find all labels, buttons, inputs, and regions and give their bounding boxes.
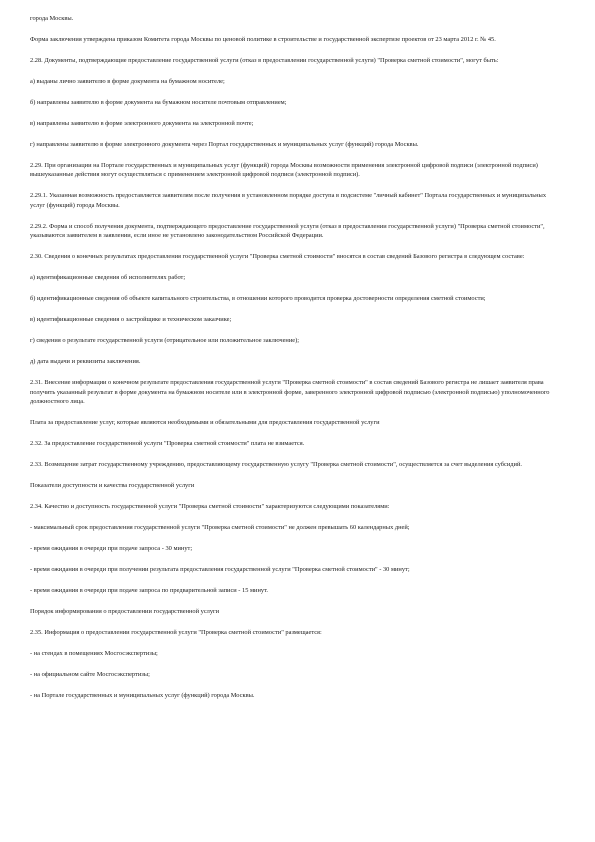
info-location-stands: - на стендах в помещениях Мосгосэкспертизы; [30, 650, 158, 658]
list-item-d: г) направлены заявителю в форме электронного документа через Портал государственных и муниципальных услуг (функций) города Москвы. [30, 141, 419, 148]
paragraph-2-31: 2.31. Внесение информации о конечном результате предоставления государственной услуги "Проверка сметной стоимости" в состав сведений Базового регистра не лишает заявителя права получить указанный результат в форме документа на бумажном носителе или в электронной форме, заверенного электронной цифровой подписью (электронной подписью) уполномоченного должностного лица. [30, 379, 550, 406]
paragraph-2-29: 2.29. При организации на Портале государственных и муниципальных услуг (функций) города Москвы возможности применения электронной цифровой подписи (электронной подписи) вышеуказанные действия могут осуществляться с применением электронной цифровой подписи (электронной подписи). [30, 162, 538, 179]
list-item-e-2: д) дата выдачи и реквизиты заключения. [30, 358, 141, 366]
list-item-a: а) выданы лично заявителю в форме документа на бумажном носителе; [30, 78, 225, 85]
list-item-c: в) направлены заявителю в форме электронного документа на электронной почте; [30, 120, 254, 127]
list-item-d-2: г) сведения о результате государственной услуги (отрицательное или положительное заключение); [30, 337, 299, 345]
paragraph-form-approved: Форма заключения утверждена приказом Комитета города Москвы по ценовой политике в строительстве и государственной экспертизе проектов от 23 марта 2012 г. № 45. [30, 36, 496, 43]
paragraph-city: города Москвы. [30, 15, 74, 22]
paragraph-2-35: 2.35. Информация о предоставлении государственной услуги "Проверка сметной стоимости" размещается: [30, 629, 322, 637]
paragraph-2-28: 2.28. Документы, подтверждающие предоставление государственной услуги (отказ в предоставлении государственной услуги) "Проверка сметной стоимости", могут быть: [30, 57, 499, 64]
paragraph-2-34: 2.34. Качество и доступность государственной услуги "Проверка сметной стоимости" характеризуются следующими показателями: [30, 503, 390, 511]
list-item-a-2: а) идентификационные сведения об исполнителях работ; [30, 274, 186, 282]
indicator-wait-submit: - время ожидания в очереди при подаче запроса - 30 минут; [30, 545, 193, 553]
paragraph-2-29-1: 2.29.1. Указанная возможность предоставляется заявителям после получения в установленном порядке доступа в подсистеме "личный кабинет" Портала государственных и муниципальных услуг (функций) города Москвы. [30, 192, 547, 209]
section-heading-quality: Показатели доступности и качества государственной услуги [30, 482, 195, 490]
indicator-max-term: - максимальный срок предоставления государственной услуги "Проверка сметной стоимости" не должен превышать 60 календарных дней; [30, 524, 410, 532]
paragraph-2-30: 2.30. Сведения о конечных результатах предоставления государственной услуги "Проверка сметной стоимости" вносятся в состав сведений Базового регистра в следующем составе: [30, 253, 525, 261]
section-heading-fee: Плата за предоставление услуг, которые являются необходимыми и обязательными для предоставления государственной услуги [30, 419, 380, 427]
paragraph-2-29-2: 2.29.2. Форма и способ получения документа, подтверждающего предоставление государственной услуги (отказ в предоставлении государственной услуги) "Проверка сметной стоимости", указываются заявителем в заявлении, если иное не установлено законодательством Российской Федерации. [30, 222, 545, 240]
paragraph-2-32: 2.32. За предоставление государственной услуги "Проверка сметной стоимости" плата не взимается. [30, 440, 305, 448]
list-item-c-2: в) идентификационные сведения о застройщике и техническом заказчике; [30, 316, 232, 324]
info-location-portal: - на Портале государственных и муниципальных услуг (функций) города Москвы. [30, 692, 255, 700]
section-heading-informing: Порядок информирования о предоставлении государственной услуги [30, 608, 220, 616]
indicator-wait-appointment: - время ожидания в очереди при подаче запроса по предварительной записи - 15 минут. [30, 587, 268, 595]
info-location-website: - на официальном сайте Мосгосэкспертизы; [30, 671, 150, 679]
paragraph-2-33: 2.33. Возмещение затрат государственному учреждению, предоставляющему государственную услугу "Проверка сметной стоимости", осуществляется за счет выделения субсидий. [30, 461, 522, 469]
list-item-b: б) направлены заявителю в форме документа на бумажном носителе почтовым отправлением; [30, 99, 287, 106]
indicator-wait-result: - время ожидания в очереди при получении результата предоставления государственной услуги "Проверка сметной стоимости" - 30 минут; [30, 566, 410, 574]
list-item-b-2: б) идентификационные сведения об объекте капитального строительства, в отношении которого проводится проверка достоверности определения сметной стоимости; [30, 295, 486, 303]
